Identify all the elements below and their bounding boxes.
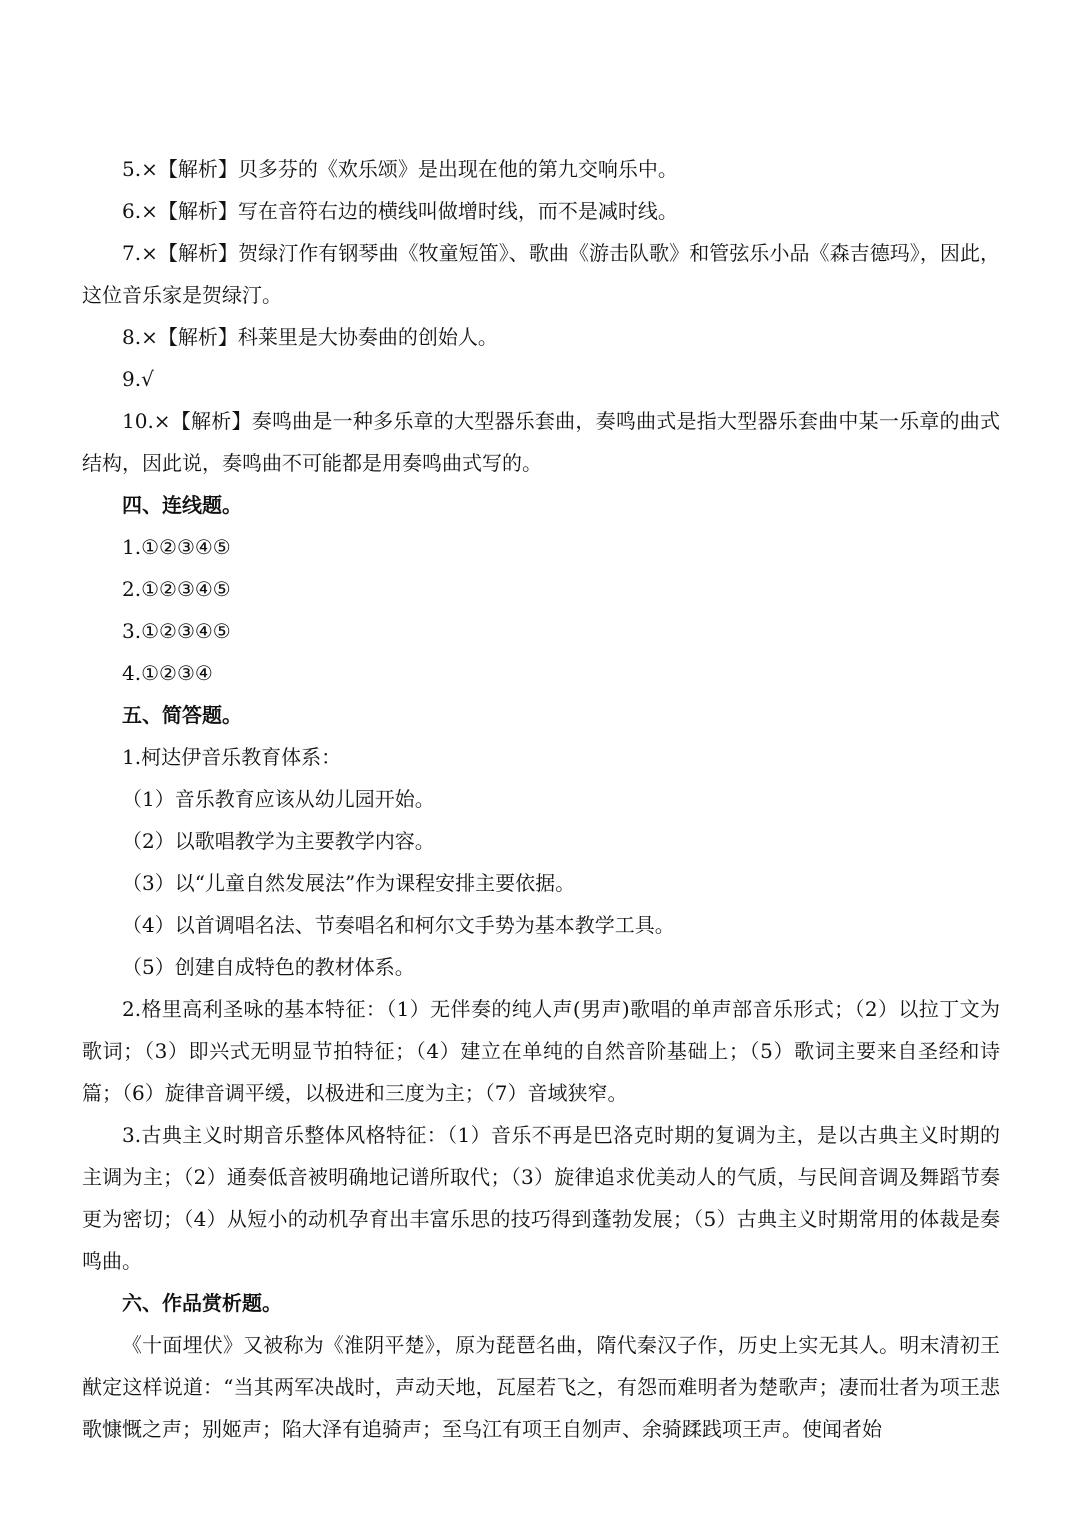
matching-item-1: 1.①②③④⑤ [122,535,231,559]
matching-item-2: 2.①②③④⑤ [122,577,231,601]
answer-item-7: 7.×【解析】贺绿汀作有钢琴曲《牧童短笛》、歌曲《游击队歌》和管弦乐小品《森吉德玛》，因此，这位音乐家是贺绿汀。 [82,241,1000,307]
section-heading-short-answer: 五、简答题。 [122,703,242,727]
answer-item-5: 5.×【解析】贝多芬的《欢乐颂》是出现在他的第九交响乐中。 [122,157,678,181]
short-answer-q2: 2.格里高利圣咏的基本特征：（1）无伴奏的纯人声(男声)歌唱的单声部音乐形式；（2）以拉丁文为歌词；（3）即兴式无明显节拍特征；（4）建立在单纯的自然音阶基础上；（5）歌词主要来自圣经和诗篇；（6）旋律音调平缓，以极进和三度为主；（7）音域狭窄。 [82,997,1000,1105]
answer-content [82,148,1000,1450]
answer-item-10: 10.×【解析】奏鸣曲是一种多乐章的大型器乐套曲，奏鸣曲式是指大型器乐套曲中某一乐章的曲式结构，因此说，奏鸣曲不可能都是用奏鸣曲式写的。 [82,409,1000,475]
short-answer-q1-point-2: （2）以歌唱教学为主要教学内容。 [122,829,435,853]
short-answer-q1-point-1: （1）音乐教育应该从幼儿园开始。 [122,787,435,811]
answer-item-9: 9.√ [122,367,154,391]
short-answer-q1-point-4: （4）以首调唱名法、节奏唱名和柯尔文手势为基本教学工具。 [122,913,675,937]
appreciation-text: 《十面埋伏》又被称为《淮阴平楚》，原为琵琶名曲，隋代秦汉子作，历史上实无其人。明末清初王猷定这样说道：“当其两军决战时，声动天地，瓦屋若飞之，有怨而难明者为楚歌声；凄而壮者为项王悲歌慷慨之声；别姬声；陷大泽有追骑声；至乌江有项王自刎声、余骑蹂践项王声。使闻者始 [82,1333,1000,1441]
section-heading-matching: 四、连线题。 [122,493,242,517]
section-heading-appreciation: 六、作品赏析题。 [122,1291,282,1315]
matching-item-4: 4.①②③④ [122,661,213,685]
short-answer-q3: 3.古典主义时期音乐整体风格特征：（1）音乐不再是巴洛克时期的复调为主，是以古典主义时期的主调为主；（2）通奏低音被明确地记谱所取代；（3）旋律追求优美动人的气质，与民间音调及舞蹈节奏更为密切；（4）从短小的动机孕育出丰富乐思的技巧得到蓬勃发展；（5）古典主义时期常用的体裁是奏鸣曲。 [82,1123,1000,1273]
answer-item-6: 6.×【解析】写在音符右边的横线叫做增时线，而不是减时线。 [122,199,678,223]
matching-item-3: 3.①②③④⑤ [122,619,231,643]
short-answer-q1-point-3: （3）以“儿童自然发展法”作为课程安排主要依据。 [122,871,576,895]
answer-item-8: 8.×【解析】科莱里是大协奏曲的创始人。 [122,325,498,349]
short-answer-q1-title: 1.柯达伊音乐教育体系： [122,745,342,769]
short-answer-q1-point-5: （5）创建自成特色的教材体系。 [122,955,415,979]
